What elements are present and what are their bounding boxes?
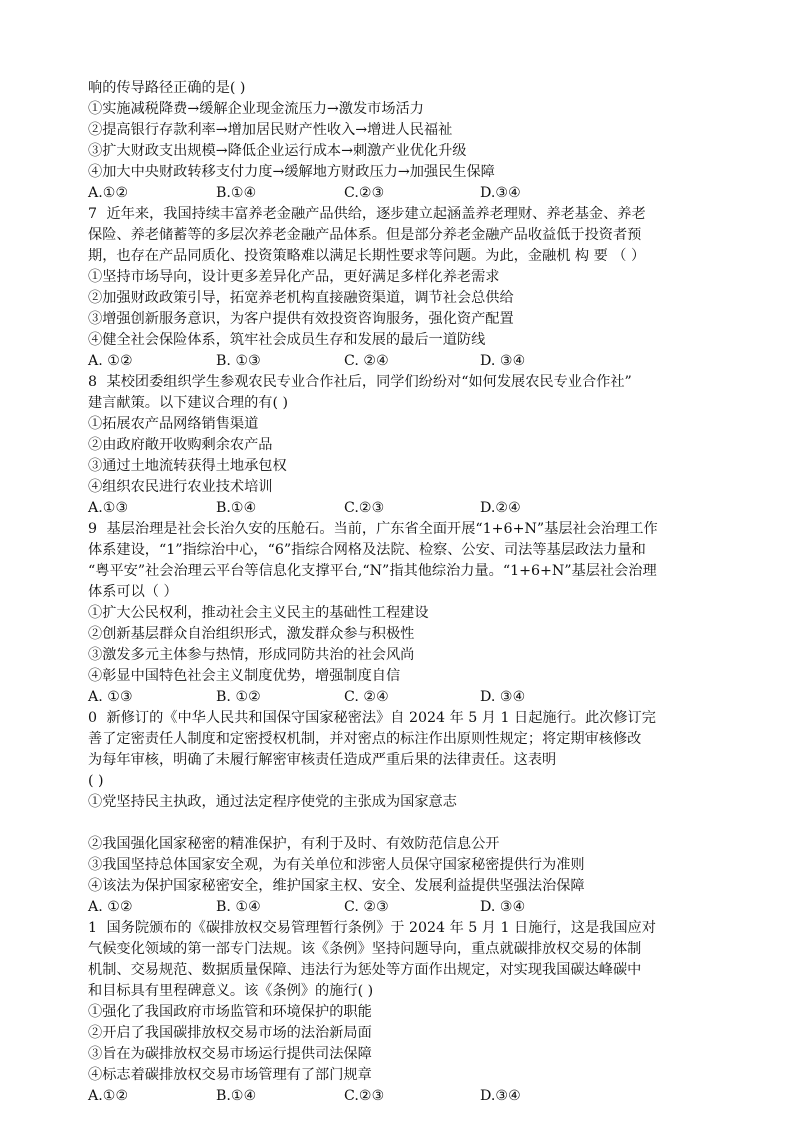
question-9 <box>88 519 728 708</box>
answer-options <box>88 687 728 708</box>
option-c: C. ②④ <box>344 689 389 705</box>
statement-item: ②加强财政政策引导，拓宽养老机构直接融资渠道，调节社会总供给 <box>88 290 514 306</box>
statement-item: ④健全社会保险体系，筑牢社会成员生存和发展的最后一道防线 <box>88 332 486 348</box>
option-a: A.①③ <box>88 500 129 516</box>
option-a: A.①② <box>88 185 129 201</box>
question-stem-line: 机制、交易规范、数据质量保障、违法行为惩处等方面作出规定，对实现我国碳达峰碳中 <box>88 962 642 978</box>
answer-options <box>88 183 728 204</box>
question-11 <box>88 918 728 1107</box>
question-stem-line: 7 近年来，我国持续丰富养老金融产品供给，逐步建立起涵盖养老理财、养老基金、养老 <box>88 204 728 225</box>
option-d: D. ③④ <box>480 689 526 705</box>
question-number: 8 <box>88 374 98 390</box>
option-b: B. ①③ <box>216 353 261 369</box>
question-stem-line: 建言献策。以下建议合理的有( ) <box>88 395 289 411</box>
question-stem: 响的传导路径正确的是( ) <box>88 80 246 96</box>
statement-item: ③我国坚持总体国家安全观，为有关单位和涉密人员保守国家秘密提供行为准则 <box>88 857 585 873</box>
option-d: D.③④ <box>480 185 521 201</box>
option-b: B. ①② <box>216 689 261 705</box>
statement-item: ①拓展农产品网络销售渠道 <box>88 416 259 432</box>
statement-item: ①强化了我国政府市场监管和环境保护的职能 <box>88 1004 372 1020</box>
statement-item: ③激发多元主体参与热情，形成同防共治的社会风尚 <box>88 647 415 663</box>
question-stem-line: “粤平安”社会治理云平台等信息化支撑平台,“N”指其他综治力量。“1+6+N”基层社会治理 <box>88 563 657 579</box>
option-a: A. ①② <box>88 899 133 915</box>
statement-item: ④组织农民进行农业技术培训 <box>88 479 273 495</box>
option-b: B. ①④ <box>216 899 261 915</box>
question-stem-line: ( ) <box>88 773 104 789</box>
question-stem-line: 为每年审核，明确了未履行解密审核责任造成严重后果的法律责任。这表明 <box>88 752 557 768</box>
question-stem-line: 保险、养老储蓄等的多层次养老金融产品体系。但是部分养老金融产品收益低于投资者预 <box>88 227 642 243</box>
question-stem-line: 0 新修订的《中华人民共和国保守国家秘密法》自 2024 年 5 月 1 日起施行。此次修订完 <box>88 708 728 729</box>
answer-options <box>88 351 728 372</box>
statement-item: ④标志着碳排放权交易市场管理有了部门规章 <box>88 1067 372 1083</box>
question-stem-line: 体系可以（ ） <box>88 584 178 600</box>
answer-options <box>88 1086 728 1107</box>
statement-item: ③扩大财政支出规模→降低企业运行成本→刺激产业优化升级 <box>88 143 467 159</box>
question-stem-line: 9 基层治理是社会长治久安的压舱石。当前，广东省全面开展“1+6+N”基层社会治理工作 <box>88 519 728 540</box>
option-d: D. ③④ <box>480 899 526 915</box>
statement-item: ①党坚持民主执政，通过法定程序使党的主张成为国家意志 <box>88 794 457 810</box>
statement-item: ③增强创新服务意识，为客户提供有效投资咨询服务，强化资产配置 <box>88 311 514 327</box>
option-a: A. ①② <box>88 353 133 369</box>
option-c: C.②③ <box>344 185 385 201</box>
question-number: 7 <box>88 206 98 222</box>
question-10 <box>88 708 728 918</box>
statement-item: ②提高银行存款利率→增加居民财产性收入→增进人民福祉 <box>88 122 453 138</box>
question-stem-line: 气候变化领域的第一部专门法规。该《条例》坚持问题导向，重点就碳排放权交易的体制 <box>88 941 642 957</box>
option-b: B.①④ <box>216 500 257 516</box>
blank-line <box>88 813 728 834</box>
option-b: B.①④ <box>216 185 257 201</box>
question-6 <box>88 78 728 204</box>
statement-item: ②我国强化国家秘密的精准保护，有利于及时、有效防范信息公开 <box>88 836 500 852</box>
question-stem-line: 8 某校团委组织学生参观农民专业合作社后，同学们纷纷对“如何发展农民专业合作社” <box>88 372 728 393</box>
option-a: A.①② <box>88 1088 129 1104</box>
statement-item: ①实施减税降费→缓解企业现金流压力→激发市场活力 <box>88 101 424 117</box>
statement-item: ②创新基层群众自治组织形式，激发群众参与积极性 <box>88 626 415 642</box>
statement-item: ①坚持市场导向，设计更多差异化产品，更好满足多样化养老需求 <box>88 269 500 285</box>
question-8 <box>88 372 728 519</box>
statement-item: ①扩大公民权利，推动社会主义民主的基础性工程建设 <box>88 605 429 621</box>
option-d: D.③④ <box>480 1088 521 1104</box>
option-c: C. ②④ <box>344 353 389 369</box>
statement-item: ②开启了我国碳排放权交易市场的法治新局面 <box>88 1025 372 1041</box>
question-7 <box>88 204 728 372</box>
option-c: C.②③ <box>344 1088 385 1104</box>
statement-item: ④该法为保护国家秘密安全，维护国家主权、安全、发展利益提供坚强法治保障 <box>88 878 585 894</box>
option-c: C.②③ <box>344 500 385 516</box>
question-stem-line: 善了定密责任人制度和定密授权机制，并对密点的标注作出原则性规定；将定期审核修改 <box>88 731 642 747</box>
option-a: A. ①③ <box>88 689 133 705</box>
statement-item: ③旨在为碳排放权交易市场运行提供司法保障 <box>88 1046 372 1062</box>
option-b: B.①④ <box>216 1088 257 1104</box>
statement-item: ④加大中央财政转移支付力度→缓解地方财政压力→加强民生保障 <box>88 164 495 180</box>
question-number: 1 <box>88 920 98 936</box>
statement-item: ②由政府敞开收购剩余农产品 <box>88 437 273 453</box>
question-stem-line: 期，也存在产品同质化、投资策略难以满足长期性要求等问题。为此，金融机 构 要 （ ） <box>88 248 646 264</box>
question-number: 9 <box>88 521 98 537</box>
option-c: C. ②③ <box>344 899 389 915</box>
question-stem-line: 和目标具有里程碑意义。该《条例》的施行( ) <box>88 983 374 999</box>
question-number: 0 <box>88 710 98 726</box>
answer-options <box>88 498 728 519</box>
statement-item: ④彰显中国特色社会主义制度优势，增强制度自信 <box>88 668 401 684</box>
exam-page <box>88 78 728 1107</box>
question-stem-line: 体系建设，“1”指综治中心，“6”指综合网格及法院、检察、公安、司法等基层政法力量和 <box>88 542 646 558</box>
statement-item: ③通过土地流转获得土地承包权 <box>88 458 287 474</box>
option-d: D.②④ <box>480 500 521 516</box>
option-d: D. ③④ <box>480 353 526 369</box>
answer-options <box>88 897 728 918</box>
question-stem-line: 1 国务院颁布的《碳排放权交易管理暂行条例》于 2024 年 5 月 1 日施行，这是我国应对 <box>88 918 728 939</box>
